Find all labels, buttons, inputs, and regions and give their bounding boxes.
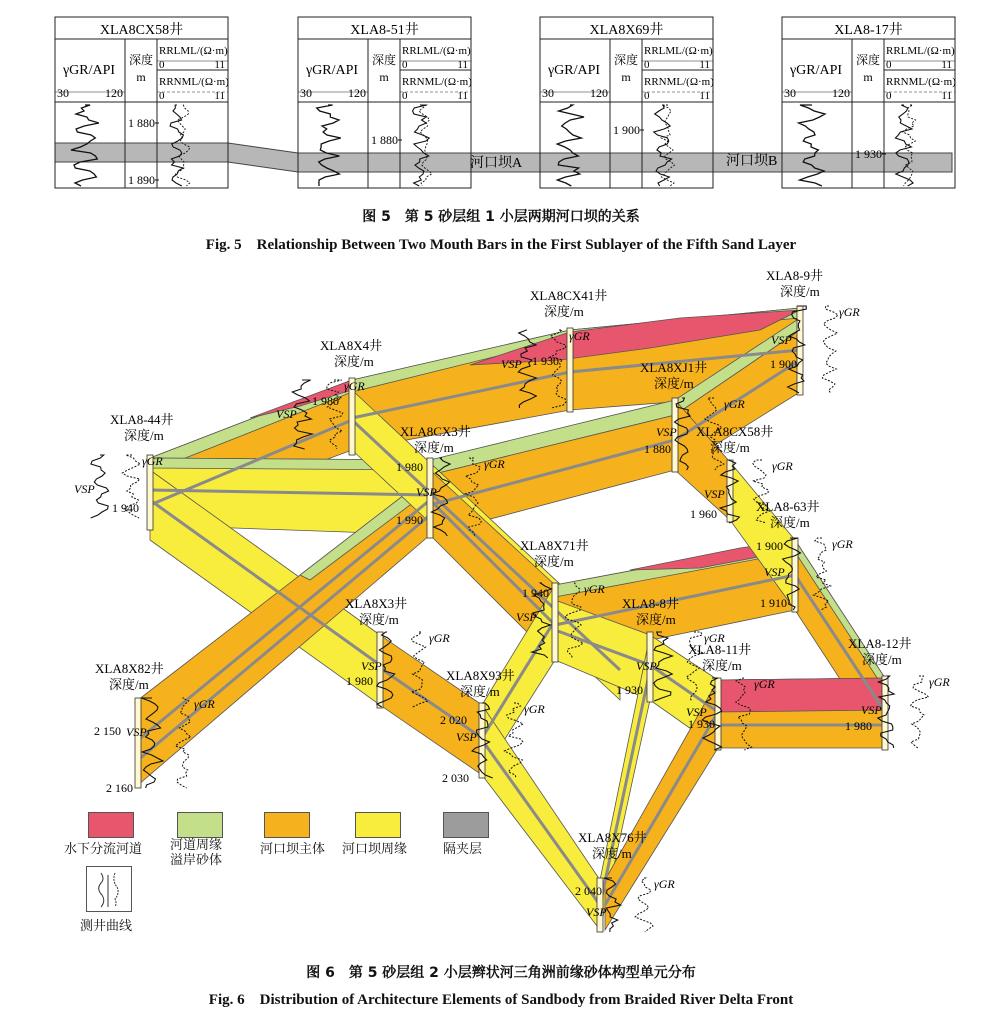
well-depth-value: 1 900 [770,357,797,371]
legend-log-curve-icon [86,866,132,912]
sp-label: VSP [656,425,677,439]
gr-label: γGR [484,457,505,471]
legend-label-bar-main: 河口坝主体 [260,842,326,857]
fig5-depth-label: 深度 [371,53,397,67]
legend-swatch-interbed [443,812,489,838]
well-depth-value: 1 980 [396,460,423,474]
fig5-gr-min: 30 [57,86,69,100]
fig5-gr-min: 30 [784,86,796,100]
fig5-r1-label: RRLML/(Ω·m) [402,45,471,57]
fig5-bar-b-label: 河口坝B [726,154,778,169]
gr-label: γGR [724,397,745,411]
well-depth-label: 深度/m [534,554,574,569]
gr-curve [635,878,653,932]
fig5-r-curve [413,105,430,186]
fig5-depth-unit: m [136,70,146,84]
fig5-r2-max: 11 [457,90,468,102]
well-name: XLA8-9井 [766,268,824,283]
fence-panel-15 [380,635,482,775]
fig5-well-name: XLA8-17井 [834,23,903,38]
fig5-r1-min: 0 [159,59,165,71]
well-depth-label: 深度/m [780,284,820,299]
fig5-r2-label: RRNML/(Ω·m) [159,76,229,88]
gr-label: γGR [584,582,605,596]
fig5-r1-label: RRLML/(Ω·m) [159,45,228,57]
well-name: XLA8CX3井 [400,424,471,439]
fig5-r2-label: RRNML/(Ω·m) [886,76,956,88]
fig5-r1-max: 11 [699,59,710,71]
well-depth-label: 深度/m [334,354,374,369]
well-name: XLA8X82井 [95,661,164,676]
well-depth-label: 深度/m [636,612,676,627]
sp-label: VSP [74,482,95,496]
gr-label: γGR [654,877,675,891]
gr-label: γGR [832,537,853,551]
well-name: XLA8X93井 [446,668,515,683]
fig5-depth-tick: 1 880 [371,133,398,147]
legend-label-channel: 水下分流河道 [64,842,143,857]
fig5-caption-cn: 图 5 第 5 砂层组 1 小层两期河口坝的关系 [362,209,640,225]
sp-label: VSP [861,703,882,717]
fig5-gr-label: γGR/API [63,63,116,78]
gr-label: γGR [704,631,725,645]
well-name: XLA8X4井 [320,338,383,353]
well-depth-label: 深度/m [654,376,694,391]
gr-label: γGR [429,631,450,645]
well-depth-value: 1 940 [112,501,139,515]
fig5-bar-a-label: 河口坝A [470,156,523,171]
well-depth-value: 1 880 [644,442,671,456]
well-depth-value: 1 980 [346,674,373,688]
well-depth-value: 1 930 [688,717,715,731]
fig5-depth-tick: 1 930 [855,147,882,161]
fig5-r1-max: 11 [214,59,225,71]
legend-swatch-bar-main [264,812,310,838]
fig5-depth-unit: m [379,70,389,84]
fig5-r1-min: 0 [886,59,892,71]
well-depth-label: 深度/m [124,428,164,443]
extra-depth-value: 2 160 [106,781,133,795]
gr-label: γGR [929,675,950,689]
fig5-r1-max: 11 [941,59,952,71]
well-depth-value: 1 930 [532,354,559,368]
fig5-depth-label: 深度 [855,53,881,67]
extra-depth-value: 2 030 [442,771,469,785]
fig6-caption-cn: 图 6 第 5 砂层组 2 小层辫状河三角洲前缘砂体构型单元分布 [306,965,696,981]
fig5-depth-tick: 1 890 [128,173,155,187]
fig5-gr-curve [317,105,341,186]
gr-label: γGR [569,329,590,343]
well-depth-label: 深度/m [414,440,454,455]
well-depth-label: 深度/m [862,652,902,667]
fig5-r2-max: 11 [214,90,225,102]
well-depth-value: 2 040 [575,884,602,898]
gr-label: γGR [772,459,793,473]
fig5-r2-max: 11 [941,90,952,102]
fig5-well-name: XLA8X69井 [589,23,664,38]
well-name: XLA8XJ1井 [640,360,708,375]
well-depth-value: 2 020 [440,713,467,727]
well-depth-label: 深度/m [702,658,742,673]
sp-label: VSP [771,333,792,347]
fig5-caption-en: Fig. 5 Relationship Between Two Mouth Bars in the First Sublayer of the Fifth Sand Layer [205,237,797,253]
well-depth-value: 1 960 [690,507,717,521]
well-depth-value: 1 900 [756,539,783,553]
fig5-gr-max: 120 [105,86,123,100]
gr-label: γGR [142,454,163,468]
gr-label: γGR [344,379,365,393]
fig5-depth-label: 深度 [128,53,154,67]
well-name: XLA8CX58井 [696,424,774,439]
sp-label: VSP [516,610,537,624]
extra-depth-value: 1 910 [760,596,787,610]
sp-label: VSP [416,485,437,499]
fig5-r2-min: 0 [402,90,408,102]
sp-label: VSP [586,905,607,919]
sp-label: VSP [686,705,707,719]
well-depth-label: 深度/m [460,684,500,699]
sp-label: VSP [126,725,147,739]
well-depth-label: 深度/m [592,846,632,861]
gr-label: γGR [194,697,215,711]
fig5-depth-unit: m [621,70,631,84]
legend-label-overbank: 河道周缘溢岸砂体 [170,838,223,868]
fig5-r2-label: RRNML/(Ω·m) [644,76,714,88]
sp-label: VSP [636,659,657,673]
fig5-correlation-diagram [0,0,1002,200]
well-name: XLA8X3井 [345,596,408,611]
fig5-gr-curve [557,105,584,186]
fig5-r2-max: 11 [699,90,710,102]
sp-label: VSP [456,730,477,744]
fig5-well-name: XLA8CX58井 [99,23,184,38]
well-name: XLA8-12井 [848,636,912,651]
fig5-gr-label: γGR/API [548,63,601,78]
legend-label-bar-margin: 河口坝周缘 [342,842,408,857]
fig5-r2-min: 0 [159,90,165,102]
fig5-well-name: XLA8-51井 [350,23,419,38]
fig5-gr-min: 30 [542,86,554,100]
fig6-caption-en: Fig. 6 Distribution of Architecture Elements of Sandbody from Braided River Delta Front [208,992,794,1008]
well-name: XLA8-8井 [622,596,680,611]
well-depth-label: 深度/m [710,440,750,455]
well-name: XLA8-11井 [688,642,752,657]
fig5-r-curve [654,105,672,186]
well-name: XLA8-63井 [756,499,820,514]
fig5-gr-max: 120 [590,86,608,100]
fig5-gr-label: γGR/API [306,63,359,78]
well-depth-label: 深度/m [359,612,399,627]
well-depth-value: 1 980 [312,394,339,408]
fig5-depth-label: 深度 [613,53,639,67]
well-depth-label: 深度/m [544,304,584,319]
interbed-streak-15 [482,740,600,905]
legend-swatch-bar-margin [355,812,401,838]
gr-curve [911,676,929,748]
fig5-depth-tick: 1 900 [613,123,640,137]
sp-label: VSP [276,407,297,421]
gr-label: γGR [839,305,860,319]
legend-label-log-curve: 测井曲线 [80,919,133,934]
fig5-r-curve [895,105,913,186]
fig5-r1-max: 11 [457,59,468,71]
fig5-depth-unit: m [863,70,873,84]
fig5-gr-label: γGR/API [790,63,843,78]
sp-label: VSP [704,487,725,501]
well-depth-value: 1 940 [522,586,549,600]
sp-label: VSP [501,357,522,371]
well-name: XLA8X71井 [520,538,589,553]
well-depth-value: 1 980 [845,719,872,733]
well-name: XLA8-44井 [110,412,174,427]
fig5-r1-min: 0 [644,59,650,71]
legend-swatch-channel [88,812,134,838]
well-column-8 [552,583,558,662]
fig5-gr-curve [799,105,825,186]
fig5-gr-min: 30 [300,86,312,100]
fig5-gr-max: 120 [348,86,366,100]
well-name: XLA8X76井 [578,830,647,845]
fig5-r1-label: RRLML/(Ω·m) [886,45,955,57]
legend-swatch-overbank [177,812,223,838]
sp-label: VSP [764,565,785,579]
well-name: XLA8CX41井 [530,288,608,303]
gr-label: γGR [754,677,775,691]
fig5-r2-min: 0 [886,90,892,102]
well-depth-label: 深度/m [109,677,149,692]
fig5-r1-min: 0 [402,59,408,71]
fig5-r2-label: RRNML/(Ω·m) [402,76,472,88]
gr-label: γGR [524,702,545,716]
fig5-r1-label: RRLML/(Ω·m) [644,45,713,57]
fig5-depth-tick: 1 880 [128,116,155,130]
gr-curve [822,306,838,393]
extra-depth-value: 1 990 [396,513,423,527]
legend-label-interbed: 隔夹层 [443,842,483,857]
well-column-13 [135,698,141,788]
well-depth-label: 深度/m [770,515,810,530]
fig6-fence-diagram [0,258,1002,958]
fig5-r2-min: 0 [644,90,650,102]
well-depth-value: 2 150 [94,724,121,738]
sp-label: VSP [361,659,382,673]
well-depth-value: 1 930 [616,683,643,697]
fig5-gr-max: 120 [832,86,850,100]
